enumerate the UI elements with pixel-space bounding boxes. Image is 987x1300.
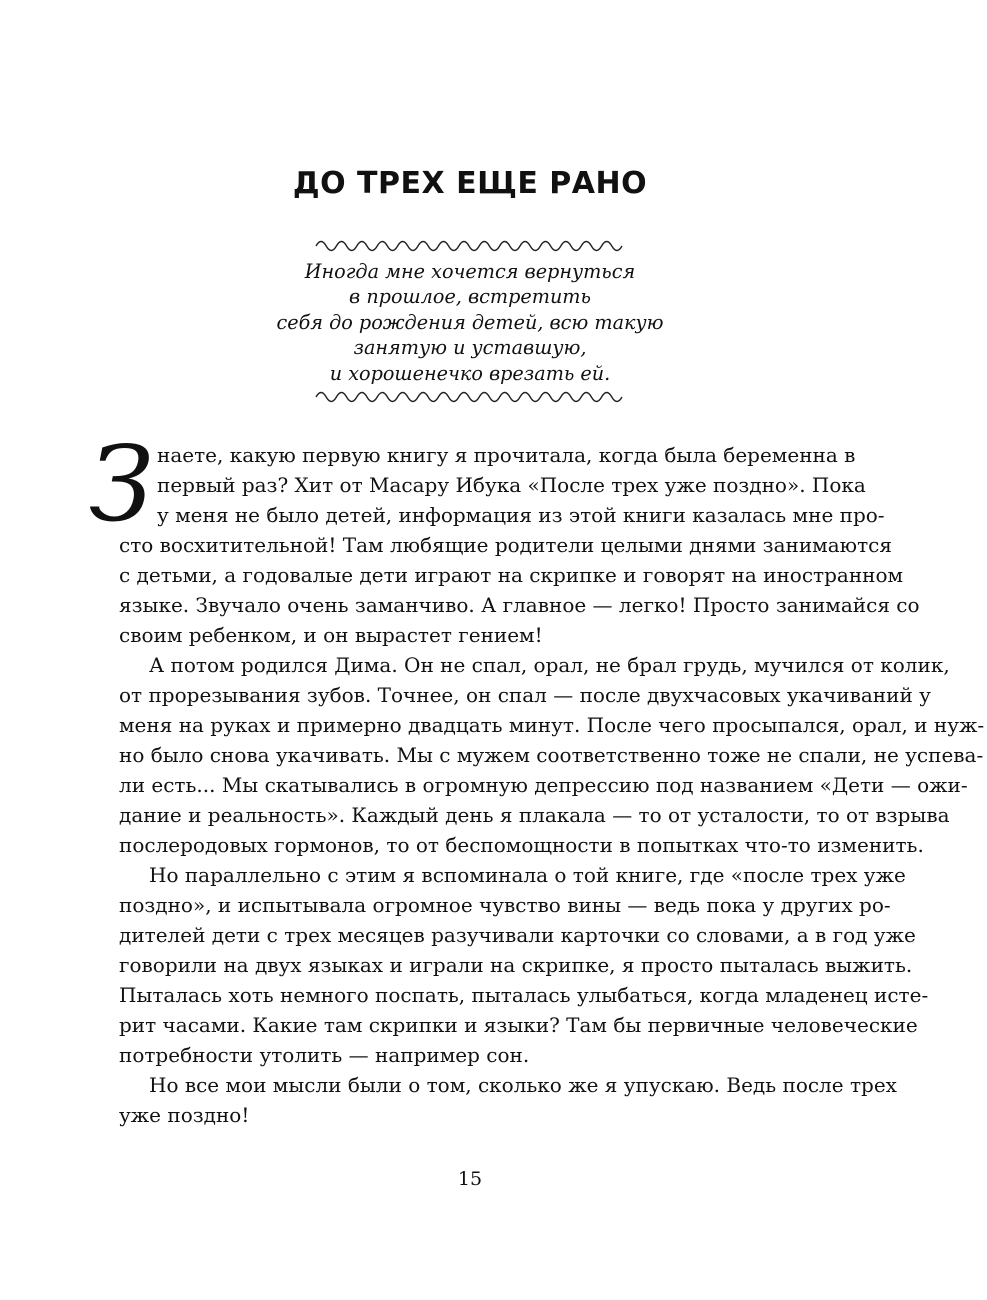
text-line: послеродовых гормонов, то от беспомощности в попытках что-то изменить. [119,833,924,857]
epigraph-line: Иногда мне хочется вернуться [304,260,636,283]
text-line: от прорезывания зубов. Точнее, он спал — после двухчасовых укачиваний у [119,683,931,707]
text-line: уже поздно! [119,1103,250,1127]
text-line: дание и реальность». Каждый день я плакала — то от усталости, то от взрыва [119,803,950,827]
text-line: дителей дети с трех месяцев разучивали карточки со словами, а в год уже [119,923,916,947]
epigraph-line: себя до рождения детей, всю такую [276,310,664,334]
text-line: у меня не было детей, информация из этой книги казалась мне про- [157,503,885,527]
text-line: первый раз? Хит от Масару Ибука «После трех уже поздно». Пока [157,473,866,497]
text-line: с детьми, а годовалые дети играют на скрипке и говорят на иностранном [119,563,904,587]
text-line: сто восхитительной! Там любящие родители целыми днями занимаются [119,533,892,557]
body-text [89,423,985,1130]
text-line: но было снова укачивать. Мы с мужем соответственно тоже не спали, не успева- [119,743,984,767]
text-line: меня на руках и примерно двадцать минут. После чего просыпался, орал, и нуж- [119,713,985,737]
text-line: ли есть... Мы скатывались в огромную депрессию под названием «Дети — ожи- [119,773,968,797]
ornament-wave-bottom [315,391,623,403]
epigraph-line: занятую и уставшую, [353,336,587,360]
page-number: 15 [457,1168,483,1190]
text-line: Но параллельно с этим я вспоминала о той книге, где «после трех уже [149,863,906,887]
text-line: А потом родился Дима. Он не спал, орал, не брал грудь, мучился от колик, [149,653,950,677]
text-line: Пыталась хоть немного поспать, пыталась улыбаться, когда младенец исте- [119,983,929,1007]
drop-cap: З [89,423,154,545]
ornament-wave-top [315,240,623,252]
opening-paragraph-lead [89,423,885,545]
text-line: Но все мои мысли были о том, сколько же я упускаю. Ведь после трех [149,1073,897,1097]
epigraph [200,259,740,386]
text-line: поздно», и испытывала огромное чувство вины — ведь пока у других ро- [119,893,891,917]
text-line: рит часами. Какие там скрипки и языки? Там бы первичные человеческие [119,1013,918,1037]
epigraph-line: и хорошенечко врезать ей. [329,361,611,385]
text-line: своим ребенком, и он вырастет гением! [119,623,543,647]
epigraph-line: в прошлое, встретить [349,285,591,309]
text-line: говорили на двух языках и играли на скрипке, я просто пыталась выжить. [119,953,913,977]
text-line: потребности утолить — например сон. [119,1043,530,1067]
text-line: наете, какую первую книгу я прочитала, когда была беременна в [157,443,856,467]
text-line: языке. Звучало очень заманчиво. А главное — легко! Просто занимайся со [119,593,920,617]
chapter-title: ДО ТРЕХ ЕЩЕ РАНО [292,166,648,201]
